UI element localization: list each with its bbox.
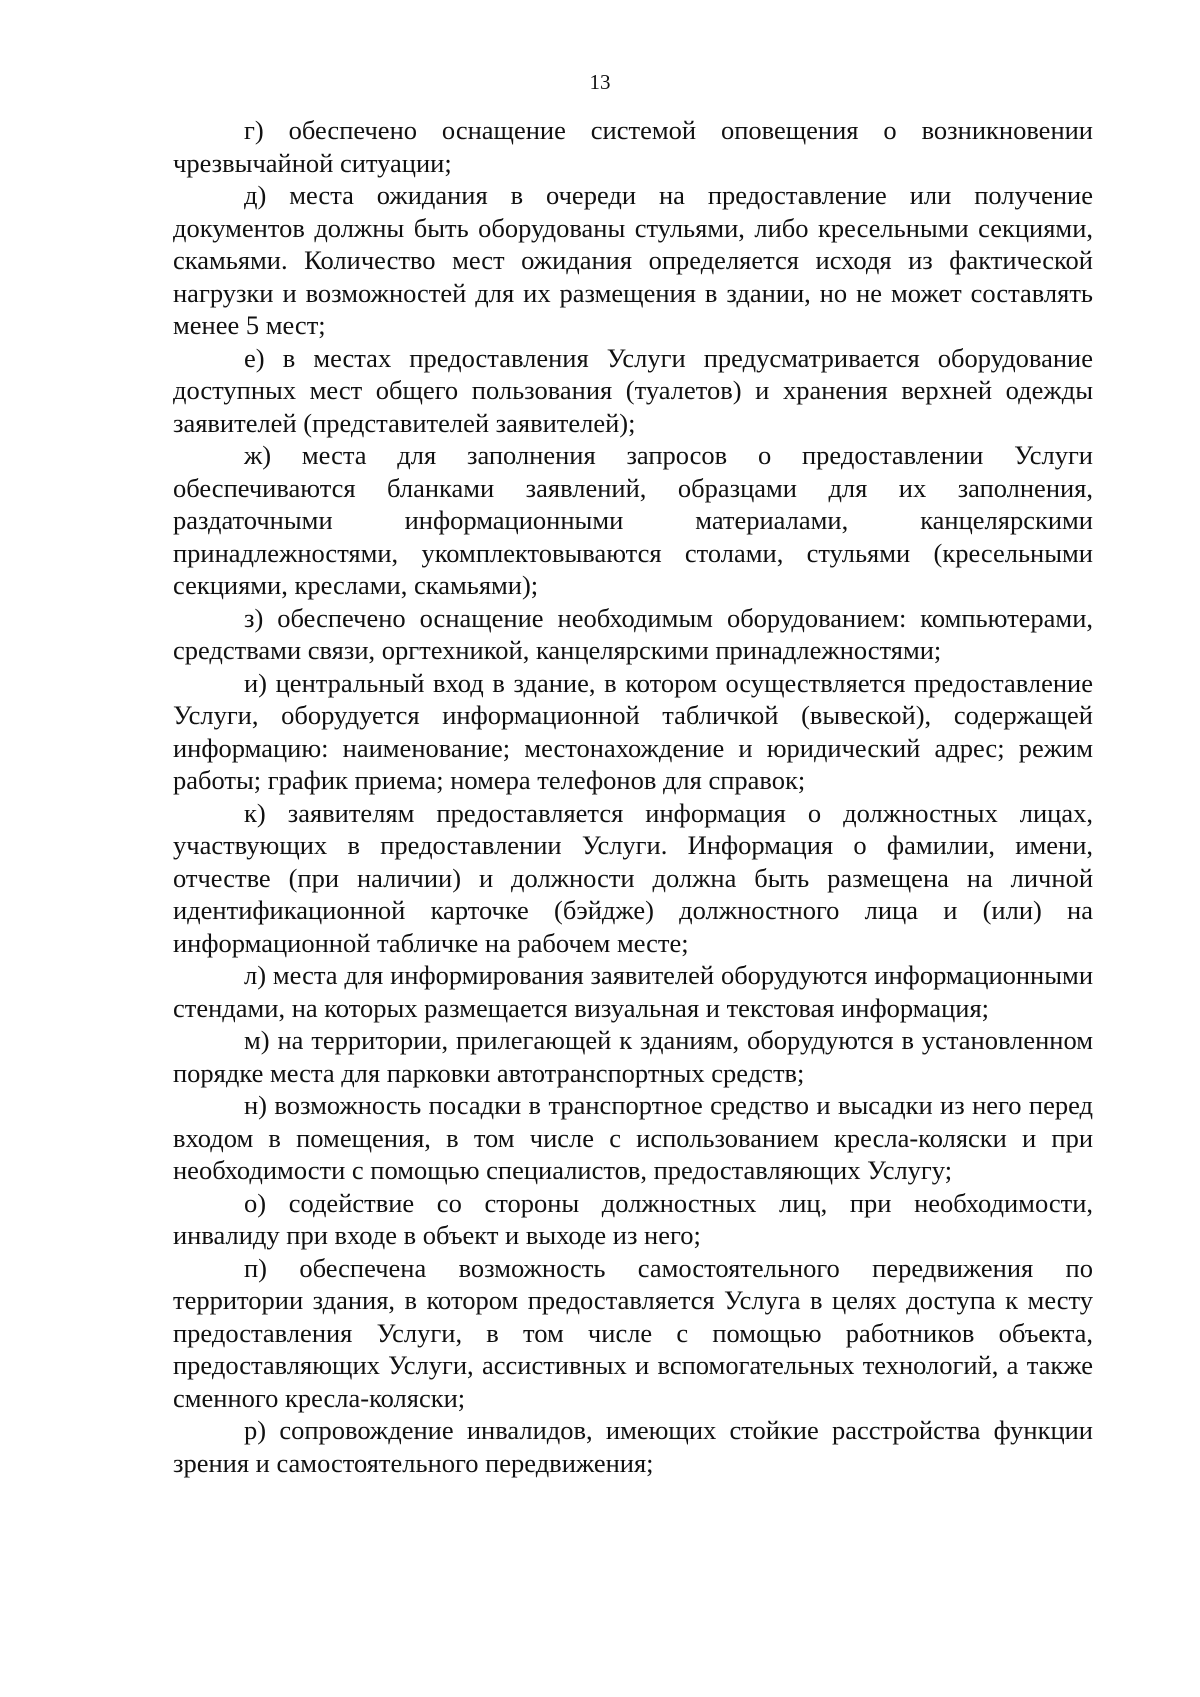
paragraph-k: к) заявителям предоставляется информация о должностных лицах, участвующих в предоставлении Услуги. Информация о фамилии, имени, отчестве (при наличии) и должности должна быть размещена на личной идентификационной карточке (бэйдже) должностного лица и (или) на информационной табличке на рабочем месте; (173, 797, 1093, 958)
paragraph-p: п) обеспечена возможность самостоятельного передвижения по территории здания, в котором предоставляется Услуга в целях доступа к месту предоставления Услуги, в том числе с помощью работников объекта, предоставляющих Услуги, ассистивных и вспомогательных технологий, а также сменного кресла-коляски; (173, 1252, 1093, 1413)
paragraph-o: о) содействие со стороны должностных лиц, при необходимости, инвалиду при входе в объект и выходе из него; (173, 1187, 1093, 1250)
paragraph-z: з) обеспечено оснащение необходимым оборудованием: компьютерами, средствами связи, оргтехникой, канцелярскими принадлежностями; (173, 602, 1093, 665)
paragraph-n: н) возможность посадки в транспортное средство и высадки из него перед входом в помещения, в том числе с использованием кресла-коляски и при необходимости с помощью специалистов, предоставляющих Услугу; (173, 1090, 1093, 1185)
page-number: 13 (589, 70, 611, 94)
paragraph-r: р) сопровождение инвалидов, имеющих стойкие расстройства функции зрения и самостоятельного передвижения; (173, 1415, 1093, 1478)
paragraph-m: м) на территории, прилегающей к зданиям, оборудуются в установленном порядке места для парковки автотранспортных средств; (173, 1025, 1093, 1088)
paragraph-d: д) места ожидания в очереди на предоставление или получение документов должны быть оборудованы стульями, либо кресельными секциями, скамьями. Количество мест ожидания определяется исходя из фактической нагрузки и возможностей для их размещения в здании, но не может составлять менее 5 мест; (173, 180, 1093, 340)
paragraph-g: г) обеспечено оснащение системой оповещения о возникновении чрезвычайной ситуации; (173, 115, 1093, 178)
paragraph-i: и) центральный вход в здание, в котором осуществляется предоставление Услуги, оборудуется информационной табличкой (вывеской), содержащей информацию: наименование; местонахождение и юридический адрес; режим работы; график приема; номера телефонов для справок; (173, 667, 1093, 795)
paragraph-l: л) места для информирования заявителей оборудуются информационными стендами, на которых размещается визуальная и текстовая информация; (173, 960, 1093, 1023)
document-body (173, 114, 1093, 1479)
paragraph-zh: ж) места для заполнения запросов о предоставлении Услуги обеспечиваются бланками заявлений, образцами для их заполнения, раздаточными информационными материалами, канцелярскими принадлежностями, укомплектовываются столами, стульями (кресельными секциями, креслами, скамьями); (173, 440, 1093, 600)
paragraph-e: е) в местах предоставления Услуги предусматривается оборудование доступных мест общего пользования (туалетов) и хранения верхней одежды заявителей (представителей заявителей); (173, 342, 1093, 438)
